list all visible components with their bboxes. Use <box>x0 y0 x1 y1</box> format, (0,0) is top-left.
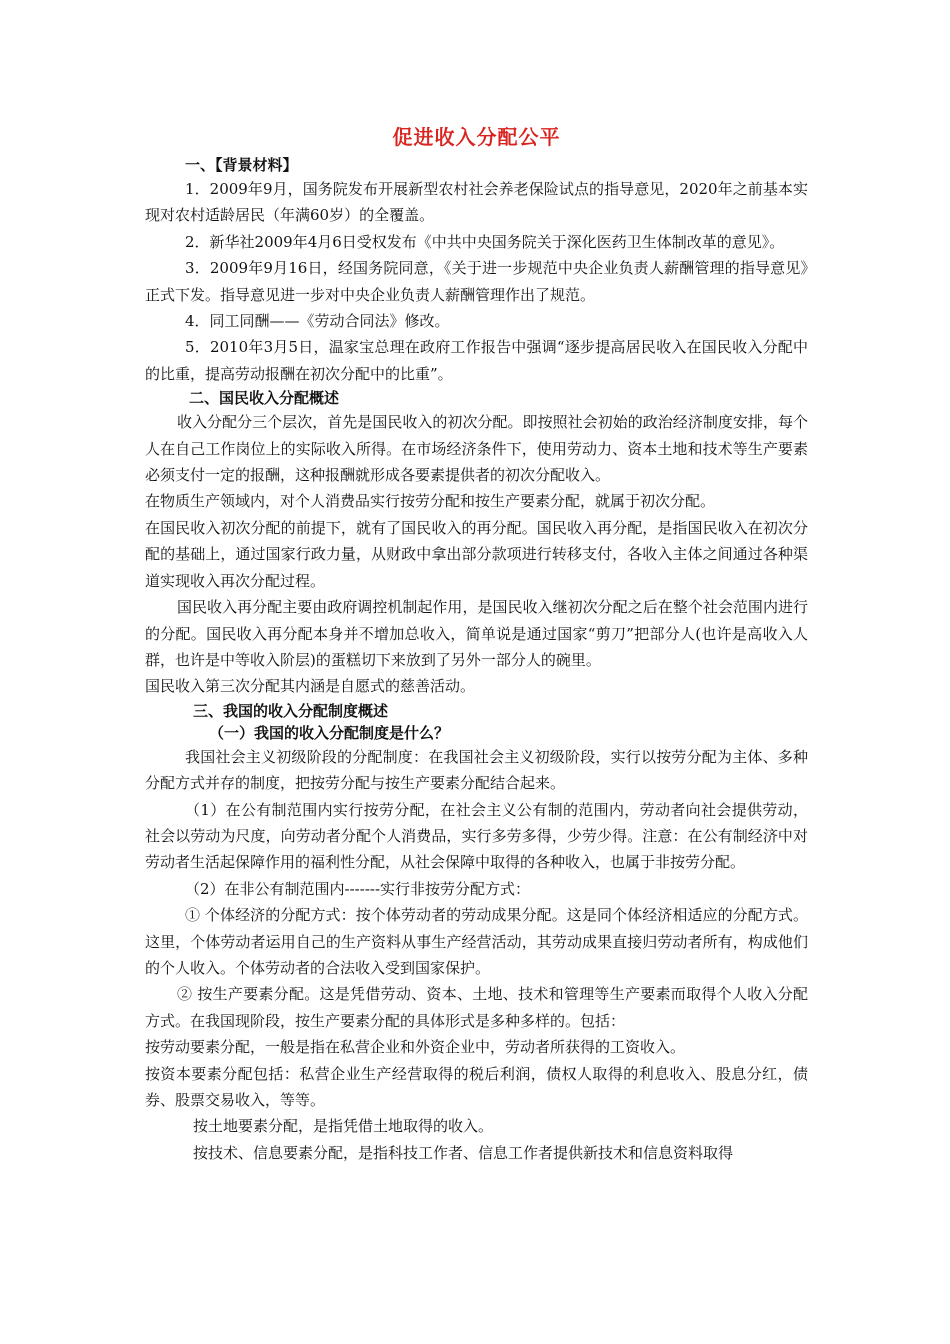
section-heading-system: 三、我国的收入分配制度概述 <box>193 701 389 720</box>
paragraph: （1）在公有制范围内实行按劳分配，在社会主义公有制的范围内，劳动者向社会提供劳动，社会以劳动为尺度，向劳动者分配个人消费品，实行多劳多得，少劳少得。注意：在公有制经济中对劳动者生活起保障作用的福利性分配，从社会保障中取得的各种收入，也属于非按劳分配。 <box>145 800 808 872</box>
paragraph: ② 按生产要素分配。这是凭借劳动、资本、土地、技术和管理等生产要素而取得个人收入分配方式。在我国现阶段，按生产要素分配的具体形式是多种多样的。包括： <box>145 985 808 1030</box>
paragraph: 按资本要素分配包括：私营企业生产经营取得的税后利润，债权人取得的利息收入、股息分红，债券、股票交易收入，等等。 <box>145 1064 808 1109</box>
document-page <box>145 122 808 1166</box>
paragraph: 5．2010年3月5日，温家宝总理在政府工作报告中强调“逐步提高居民收入在国民收入分配中的比重，提高劳动报酬在初次分配中的比重”。 <box>145 338 808 383</box>
paragraph: 3．2009年9月16日，经国务院同意，《关于进一步规范中央企业负责人薪酬管理的指导意见》正式下发。指导意见进一步对中央企业负责人薪酬管理作出了规范。 <box>145 259 808 304</box>
document-title: 促进收入分配公平 <box>392 125 561 149</box>
paragraph: 按土地要素分配，是指凭借土地取得的收入。 <box>193 1117 494 1136</box>
paragraph: 国民收入再分配主要由政府调控机制起作用，是国民收入继初次分配之后在整个社会范围内进行的分配。国民收入再分配本身并不增加总收入，简单说是通过国家“剪刀”把部分人(也许是高收入人群，也许是中等收入阶层)的蛋糕切下来放到了另外一部分人的碗里。 <box>145 598 808 669</box>
paragraph: 在国民收入初次分配的前提下，就有了国民收入的再分配。国民收入再分配，是指国民收入在初次分配的基础上，通过国家行政力量，从财政中拿出部分款项进行转移支付，各收入主体之间通过各种渠道实现收入再次分配过程。 <box>145 518 808 590</box>
paragraph: ① 个体经济的分配方式：按个体劳动者的劳动成果分配。这是同个体经济相适应的分配方式。这里，个体劳动者运用自己的生产资料从事生产经营活动，其劳动成果直接归劳动者所有，构成他们的个人收入。个体劳动者的合法收入受到国家保护。 <box>145 906 808 977</box>
paragraph: 收入分配分三个层次，首先是国民收入的初次分配。即按照社会初始的政治经济制度安排，每个人在自己工作岗位上的实际收入所得。在市场经济条件下，使用劳动力、资本土地和技术等生产要素必须支付一定的报酬，这种报酬就形成各要素提供者的初次分配收入。 <box>145 413 808 485</box>
paragraph: 国民收入第三次分配其内涵是自愿式的慈善活动。 <box>145 677 476 696</box>
section-heading-overview: 二、国民收入分配概述 <box>189 389 340 408</box>
paragraph: 1．2009年9月，国务院发布开展新型农村社会养老保险试点的指导意见，2020年之前基本实现对农村适龄居民（年满60岁）的全覆盖。 <box>145 180 808 225</box>
paragraph: 我国社会主义初级阶段的分配制度：在我国社会主义初级阶段，实行以按劳分配为主体、多种分配方式并存的制度，把按劳分配与按生产要素分配结合起来。 <box>145 747 808 793</box>
section-heading-background: 一、【背景材料】 <box>185 156 298 174</box>
paragraph: 按技术、信息要素分配，是指科技工作者、信息工作者提供新技术和信息资料取得 <box>193 1143 734 1162</box>
paragraph: 在物质生产领域内，对个人消费品实行按劳分配和按生产要素分配，就属于初次分配。 <box>145 492 716 511</box>
paragraph: 按劳动要素分配，一般是指在私营企业和外资企业中，劳动者所获得的工资收入。 <box>145 1038 686 1057</box>
paragraph: （2）在非公有制范围内-------实行非按劳分配方式： <box>185 879 531 898</box>
paragraph: 2．新华社2009年4月6日受权发布《中共中央国务院关于深化医药卫生体制改革的意见》。 <box>185 232 785 251</box>
paragraph: 4．同工同酬——《劳动合同法》修改。 <box>185 312 450 331</box>
subsection-heading: （一）我国的收入分配制度是什么？ <box>209 723 450 742</box>
